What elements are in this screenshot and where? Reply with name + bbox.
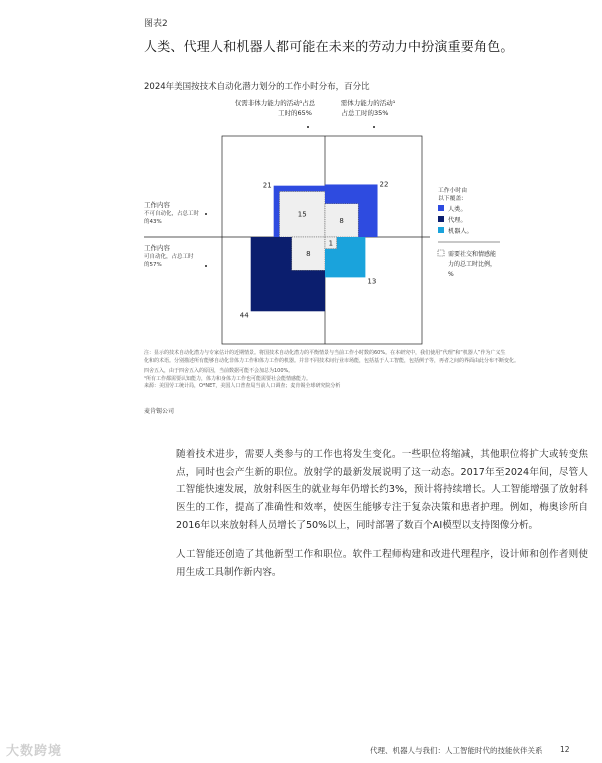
note-line-1: 注：显示的技术自动化潜力与专家估计的近期情景。将国技术自动化潜力的平衡情景与当前工作小时数的60%。在本研究中，我们使用“代理”和“机器人”作为广义生	[144, 350, 506, 356]
legend-items	[438, 205, 473, 235]
legend-title-line2: 以下覆盖:	[438, 196, 464, 202]
brand-name: 麦肯锡公司	[144, 408, 175, 415]
left-lower-label-line1: 工作内容	[144, 244, 170, 252]
social-share-label-bottom-left: 8	[306, 250, 311, 259]
left-lower-marker	[205, 265, 207, 267]
legend-dashed-swatch	[438, 250, 444, 256]
legend-swatch-2	[438, 227, 444, 233]
legend-label-2: 机器人。	[448, 228, 473, 235]
legend-title-line1: 工作小时由	[438, 188, 467, 194]
left-upper-label-line3: 的43%	[144, 219, 162, 225]
note-line-3: 四舍五入，由于四舍五入的原因，当前数据可能不会加总为100%。	[144, 368, 294, 374]
legend-dashed-line2: 力的总工时比例，	[448, 261, 497, 268]
top-left-label-line1: 仅需非体力能力的活动¹占总	[234, 99, 316, 107]
value-label-bottom-right: 13	[367, 277, 377, 286]
figure-title: 人类、代理人和机器人都可能在未来的劳动力中扮演重要角色。	[144, 40, 514, 55]
value-label-top-left: 21	[262, 181, 272, 190]
legend-swatch-1	[438, 216, 444, 222]
figure-number: 图表2	[144, 19, 168, 29]
social-share-label-bottom-right: 1	[328, 239, 334, 248]
legend-dashed-line1: 需要社交和情感能	[448, 251, 497, 258]
legend-label-0: 人类。	[448, 206, 467, 213]
top-right-label-line2: 占总工时的35%	[341, 109, 389, 117]
chart-notes	[144, 350, 564, 391]
footnote-1: ¹所有工作都需要认知能力，体力和身体力工作也可能需要社会能情感能力。	[144, 375, 312, 382]
quadrant-marks	[240, 180, 389, 319]
page-number: 12	[560, 745, 570, 754]
footer-title: 代理、机器人与我们：人工智能时代的技能伙伴关系	[370, 746, 543, 755]
left-upper-label-line1: 工作内容	[144, 201, 170, 209]
top-left-label-line2: 工时的65%	[278, 109, 312, 117]
top-right-marker	[373, 126, 375, 128]
body-paragraph-2: 人工智能还创造了其他新型工作和职位。软件工程师构建和改进代理程序，设计师和创作者则使用生成工具制作新内容。	[176, 549, 588, 578]
top-left-marker	[307, 126, 309, 128]
watermark-logo: 大数跨境	[6, 744, 63, 759]
value-label-top-right: 22	[379, 180, 389, 189]
legend-label-1: 代理。	[448, 217, 467, 224]
chart-title: 2024年美国按技术自动化潜力划分的工作小时分布，百分比	[144, 82, 370, 92]
social-share-label-top-right: 8	[339, 216, 344, 225]
value-label-bottom-left: 44	[239, 311, 249, 320]
social-share-label-top-left: 15	[297, 210, 307, 219]
top-right-label-line1: 需体力能力的活动¹	[340, 99, 396, 107]
left-lower-label-line2: 可自动化，占总工时	[144, 254, 194, 260]
quadrant-chart	[140, 92, 560, 352]
left-upper-label-line2: 不可自动化，占总工时	[144, 211, 200, 217]
left-upper-marker	[205, 213, 207, 215]
legend-dashed-line3: %	[448, 271, 454, 278]
legend-swatch-0	[438, 205, 444, 211]
source-line: 来源：美国劳工统计局，O*NET，美国人口普查局当前人口调查；麦肯锡全球研究院分析	[144, 383, 341, 389]
body-paragraph-1: 随着技术进步，需要人类参与的工作也将发生变化。一些职位将缩减，其他职位将扩大或转变焦点，同时也会产生新的职位。放射学的最新发展说明了这一动态。2017年至2024年间，尽管人工智能快速发展，放射科医生的就业每年仍增长约3%，预计将持续增长。人工智能增强了放射科医生的工作，提高了准确性和效率，使医生能够专注于复杂决策和患者护理。例如，梅奥诊所自2016年以来放射科人员增长了50%以上，同时部署了数百个AI模型以支持图像分析。	[176, 449, 588, 531]
note-line-2: 化和的术语。分别描述所有能够自动化非体力工作和体力工作的机器。并非不同技术间行业市场能，包括基于人工智能，包括例子等，再者之间的界面由此分布不断变化。	[144, 357, 520, 364]
left-lower-label-line3: 的57%	[144, 262, 162, 268]
